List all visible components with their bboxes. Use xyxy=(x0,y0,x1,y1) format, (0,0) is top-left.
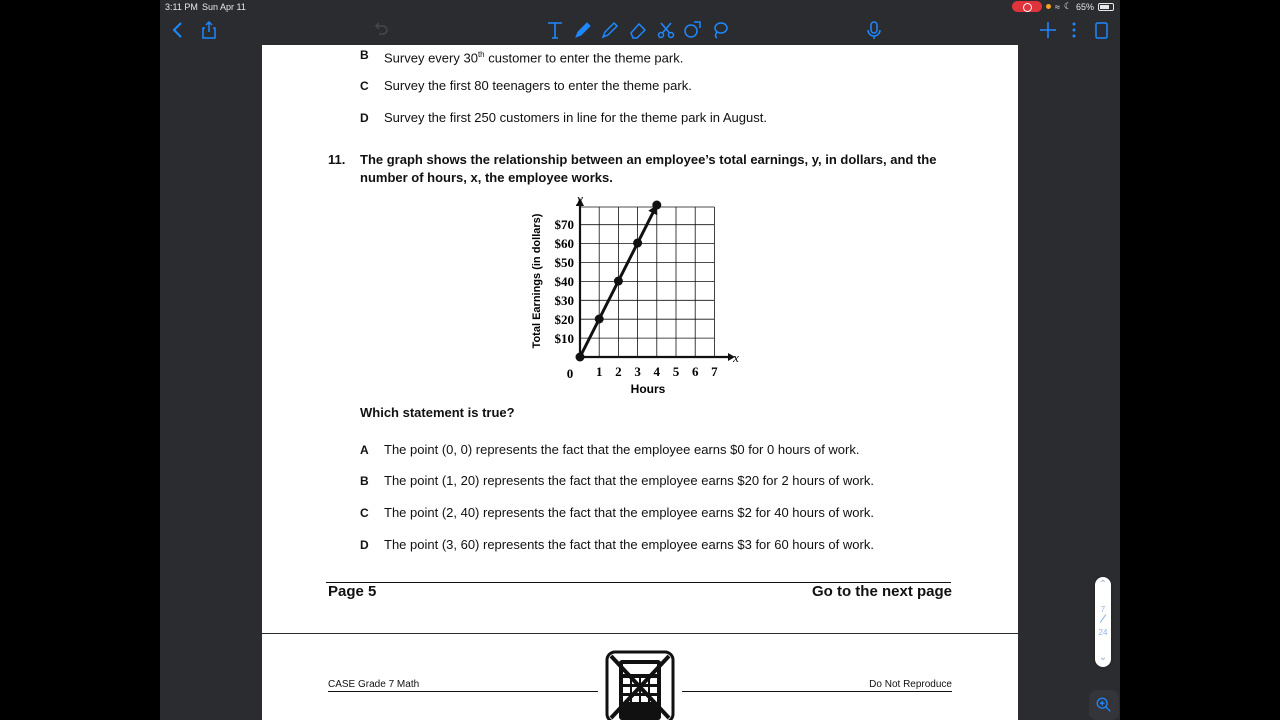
option-letter: C xyxy=(360,506,369,520)
status-time: 3:11 PM xyxy=(165,2,198,12)
data-point xyxy=(614,277,623,286)
lasso-icon[interactable] xyxy=(708,18,732,42)
y-tick-label: $10 xyxy=(554,331,574,347)
next-page-label: Go to the next page xyxy=(811,583,952,600)
question-text xyxy=(360,151,960,187)
option-letter: C xyxy=(360,79,369,93)
y-axis-variable: y xyxy=(577,193,583,206)
y-axis-title: Total Earnings (in dollars) xyxy=(531,213,543,349)
add-icon[interactable] xyxy=(1036,18,1060,42)
highlighter-icon[interactable] xyxy=(598,18,622,42)
pen-icon[interactable] xyxy=(571,18,595,42)
y-tick-label: $70 xyxy=(554,217,574,233)
text-tool-icon[interactable] xyxy=(543,18,567,42)
question-number: 11. xyxy=(328,152,346,167)
no-calculator-icon xyxy=(605,650,675,720)
question-prompt: Which statement is true? xyxy=(360,405,515,420)
x-tick-label: 3 xyxy=(634,364,641,379)
x-tick-label: 2 xyxy=(615,364,622,379)
y-tick-label: $50 xyxy=(554,255,574,271)
toolbar xyxy=(160,14,1120,46)
question-line-2: number of hours, x, the employee works. xyxy=(360,170,613,185)
page-scrubber[interactable] xyxy=(1095,577,1111,667)
option-letter: A xyxy=(360,443,369,457)
graph-grid xyxy=(580,207,714,357)
option-text-pre: Survey every 30 xyxy=(384,50,478,66)
option-letter: D xyxy=(360,111,369,125)
wifi-icon: ≈ xyxy=(1054,1,1060,12)
footer-rule-left xyxy=(328,691,598,692)
back-icon[interactable] xyxy=(166,18,190,42)
footer-rule-right xyxy=(682,691,952,692)
zoom-in-icon xyxy=(1095,696,1113,714)
x-tick-label: 1 xyxy=(595,364,603,379)
option-text-post: customer to enter the theme park. xyxy=(484,50,684,66)
page-number-label: Page 5 xyxy=(328,583,377,600)
x-tick-label: 7 xyxy=(711,364,718,379)
origin-label: 0 xyxy=(566,366,574,381)
option-text-sup: th xyxy=(477,50,485,59)
mic-in-use-icon xyxy=(1046,4,1051,9)
undo-icon[interactable] xyxy=(369,18,393,42)
data-point xyxy=(633,239,642,248)
x-axis-title: Hours xyxy=(630,382,666,396)
document-page-next xyxy=(262,634,1018,720)
screen-recording-icon xyxy=(1012,1,1042,12)
status-bar xyxy=(160,0,1120,14)
microphone-icon[interactable] xyxy=(862,18,886,42)
option-text: Survey the first 80 teenagers to enter the theme park. xyxy=(384,78,692,93)
x-tick-label: 5 xyxy=(672,364,680,379)
status-right-group xyxy=(1012,1,1114,12)
option-letter: B xyxy=(360,474,369,488)
moon-icon: ☾ xyxy=(1063,1,1072,11)
share-icon[interactable] xyxy=(197,18,221,42)
option-text: The point (0, 0) represents the fact that the employee earns $0 for 0 hours of work. xyxy=(384,442,860,457)
question-line-1: The graph shows the relationship between an employee’s total earnings, y, in dollars, and the xyxy=(360,152,937,167)
x-axis-variable: x xyxy=(733,350,739,365)
battery-percent: 65% xyxy=(1075,1,1094,12)
option-letter: D xyxy=(360,538,369,552)
scissors-icon[interactable] xyxy=(654,18,678,42)
pdf-annotation-app xyxy=(160,0,1120,720)
total-page-count: 24 xyxy=(1098,628,1108,637)
shapes-icon[interactable] xyxy=(680,18,704,42)
data-point xyxy=(576,353,585,362)
data-point xyxy=(595,315,604,324)
y-tick-label: $40 xyxy=(554,274,574,290)
document-page xyxy=(262,45,1018,633)
y-tick-label: $60 xyxy=(554,236,574,252)
chevron-up-icon[interactable]: ⌃ xyxy=(1098,579,1108,590)
option-text: The point (3, 60) represents the fact that the employee earns $3 for 60 hours of work. xyxy=(384,537,874,552)
x-tick-label: 4 xyxy=(653,364,661,379)
page-separator xyxy=(1100,614,1107,623)
footer-notice-label: Do Not Reproduce xyxy=(869,679,952,690)
status-date: Sun Apr 11 xyxy=(202,2,246,12)
y-tick-label: $30 xyxy=(554,293,574,309)
chevron-down-icon[interactable]: ⌄ xyxy=(1098,652,1108,663)
x-tick-label: 6 xyxy=(691,364,699,379)
graph-axes xyxy=(576,198,735,361)
option-text: The point (1, 20) represents the fact that the employee earns $20 for 2 hours of work. xyxy=(384,473,874,488)
option-text xyxy=(384,46,683,67)
option-letter: B xyxy=(360,48,369,62)
option-text: Survey the first 250 customers in line for the theme park in August. xyxy=(384,110,767,125)
eraser-icon[interactable] xyxy=(626,18,650,42)
footer-course-label: CASE Grade 7 Math xyxy=(328,679,420,690)
y-tick-label: $20 xyxy=(554,312,574,328)
zoom-button[interactable] xyxy=(1089,690,1119,720)
earnings-graph xyxy=(530,193,750,403)
more-icon[interactable] xyxy=(1062,18,1086,42)
pages-icon[interactable] xyxy=(1089,18,1113,42)
data-point xyxy=(652,201,661,210)
battery-icon xyxy=(1098,3,1114,11)
current-page-number: 7 xyxy=(1100,605,1106,614)
option-text: The point (2, 40) represents the fact that the employee earns $2 for 40 hours of work. xyxy=(384,505,874,520)
